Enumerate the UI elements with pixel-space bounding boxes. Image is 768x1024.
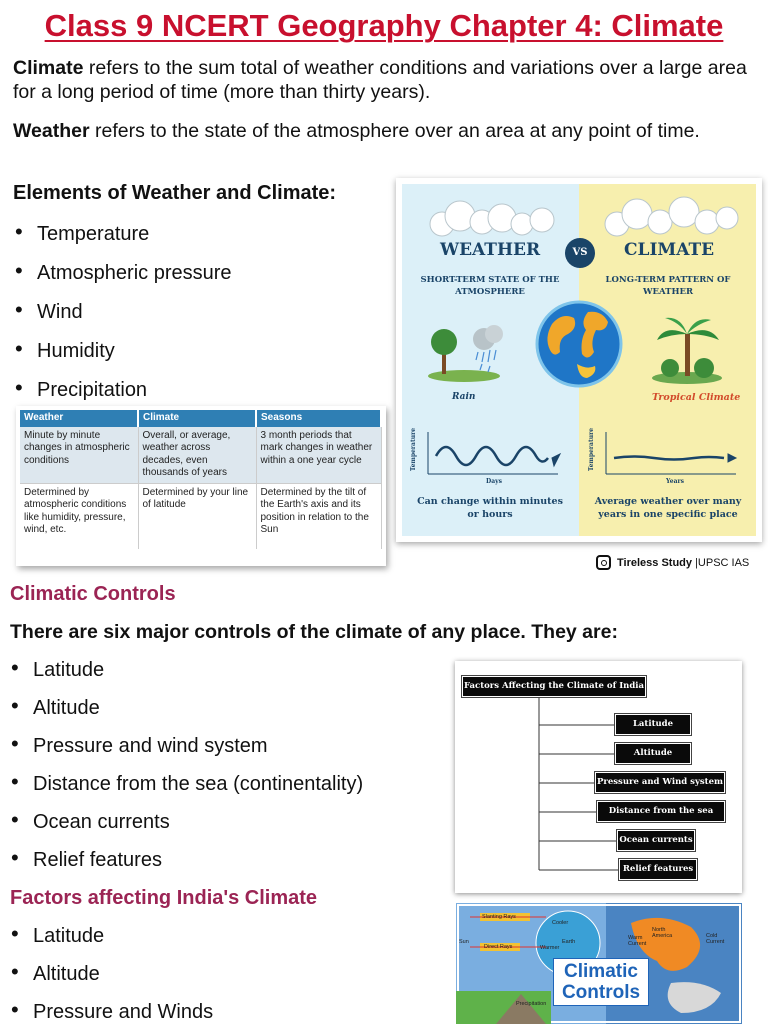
table-cell: Determined by your line of latitude xyxy=(138,483,256,549)
factors-root-box: Factors Affecting the Climate of India xyxy=(462,676,646,697)
six-controls-intro: There are six major controls of the climate of any place. They are: xyxy=(10,621,618,643)
table-header: Weather xyxy=(20,410,138,427)
credit-brand: Tireless Study xyxy=(617,556,692,569)
india-factors-list xyxy=(9,921,214,1024)
page-title: Class 9 NCERT Geography Chapter 4: Climate xyxy=(44,8,724,43)
factor-box-pressure-wind: Pressure and Wind system xyxy=(595,772,725,793)
table-header: Climate xyxy=(138,410,256,427)
list-item: • Wind xyxy=(15,297,83,323)
list-item: • Precipitation xyxy=(15,375,148,401)
x-axis-label-days: Days xyxy=(486,478,502,485)
climate-definition xyxy=(13,56,758,104)
table-header: Seasons xyxy=(256,410,381,427)
factors-diagram xyxy=(455,661,742,893)
warm-current-label: Warm Current xyxy=(628,935,647,947)
precipitation-label: Precipitation xyxy=(516,1001,547,1007)
factor-box-altitude: Altitude xyxy=(615,743,691,764)
list-item: • Pressure and wind system xyxy=(11,731,268,757)
list-item: • Pressure and Winds xyxy=(11,997,214,1023)
factor-box-distance-sea: Distance from the sea xyxy=(597,801,725,822)
cooler-label: Cooler xyxy=(552,920,569,926)
weather-definition xyxy=(13,119,758,143)
list-item: • Relief features xyxy=(11,845,162,871)
list-item: • Humidity xyxy=(15,336,115,362)
factor-box-latitude: Latitude xyxy=(615,714,691,735)
weather-definition-text: refers to the state of the atmosphere over an area at any point of time. xyxy=(89,120,700,142)
climate-term: Climate xyxy=(13,57,84,79)
y-axis-label: Temperature xyxy=(410,427,418,472)
list-item: • Altitude xyxy=(11,693,100,719)
cold-current-label: Cold Current xyxy=(706,933,725,945)
weather-term: Weather xyxy=(13,120,90,142)
list-item: • Ocean currents xyxy=(11,807,170,833)
palm-tree-icon xyxy=(652,318,722,384)
climatic-controls-title xyxy=(553,958,649,1006)
weather-vs-climate-infographic xyxy=(396,178,762,542)
tropical-caption: Tropical Climate xyxy=(652,392,741,403)
credit-suffix: |UPSC IAS xyxy=(692,556,750,569)
climatic-controls-image xyxy=(456,903,742,1024)
instagram-icon xyxy=(596,555,611,570)
globe-icon xyxy=(537,302,621,386)
cloud-icon xyxy=(430,201,554,236)
list-item: • Atmospheric pressure xyxy=(15,258,232,284)
table-cell: Determined by atmospheric conditions like humidity, pressure, wind, etc. xyxy=(20,483,138,549)
climate-graph xyxy=(606,432,736,474)
cloud-icon xyxy=(605,197,738,236)
list-item: • Altitude xyxy=(11,959,100,985)
rain-caption: Rain xyxy=(452,392,476,402)
table-cell: Overall, or average, weather across decades, even thousands of years xyxy=(138,427,256,484)
climatic-controls-title-line1: Climatic xyxy=(564,961,638,982)
weather-climate-seasons-table-image xyxy=(16,406,386,566)
elements-list xyxy=(13,219,232,417)
climate-subtitle: LONG-TERM PATTERN OF WEATHER xyxy=(605,275,731,297)
north-america-label: North America xyxy=(652,927,673,939)
table-row xyxy=(20,483,381,549)
climate-definition-text: refers to the sum total of weather conditions and variations over a large area for a long period of time (more than thirty years). xyxy=(13,57,747,103)
table-cell: 3 month periods that mark changes in weather within a one year cycle xyxy=(256,427,381,484)
warmer-label: Warmer xyxy=(540,945,560,951)
list-item: • Temperature xyxy=(15,219,150,245)
india-climate-heading: Factors affecting India's Climate xyxy=(10,887,318,909)
vs-badge: VS xyxy=(565,238,595,268)
list-item: • Latitude xyxy=(11,655,105,681)
slanting-rays-label: Slanting Rays xyxy=(482,914,516,920)
climatic-controls-title-line2: Controls xyxy=(561,982,641,1003)
credit-line xyxy=(596,555,749,570)
list-item: • Distance from the sea (continentality) xyxy=(11,769,364,795)
table-row xyxy=(20,427,381,484)
x-axis-label-years: Years xyxy=(666,478,685,485)
controls-list xyxy=(9,655,364,887)
weather-caption: Can change within minutes or hours xyxy=(417,496,563,520)
direct-rays-label: Direct Rays xyxy=(484,944,513,950)
rain-tree-icon xyxy=(428,325,503,382)
weather-graph xyxy=(428,432,560,474)
climatic-controls-heading: Climatic Controls xyxy=(10,583,176,605)
table-cell: Minute by minute changes in atmospheric conditions xyxy=(20,427,138,484)
factor-box-relief: Relief features xyxy=(619,859,697,880)
climate-title: CLIMATE xyxy=(624,240,715,260)
weather-subtitle: SHORT-TERM STATE OF THE ATMOSPHERE xyxy=(420,275,560,297)
list-item: • Latitude xyxy=(11,921,105,947)
earth-label: Earth xyxy=(562,939,576,945)
weather-title: WEATHER xyxy=(440,240,541,260)
factor-box-ocean-currents: Ocean currents xyxy=(617,830,695,851)
y-axis-label: Temperature xyxy=(588,427,596,472)
comparison-table xyxy=(20,410,382,549)
elements-heading: Elements of Weather and Climate: xyxy=(13,182,337,204)
table-cell: Determined by the tilt of the Earth's axis and its position in relation to the Sun xyxy=(256,483,381,549)
infographic-illustrations xyxy=(402,184,756,536)
sun-label: Sun xyxy=(459,939,469,945)
climate-caption: Average weather over many years in one specific place xyxy=(594,496,742,520)
